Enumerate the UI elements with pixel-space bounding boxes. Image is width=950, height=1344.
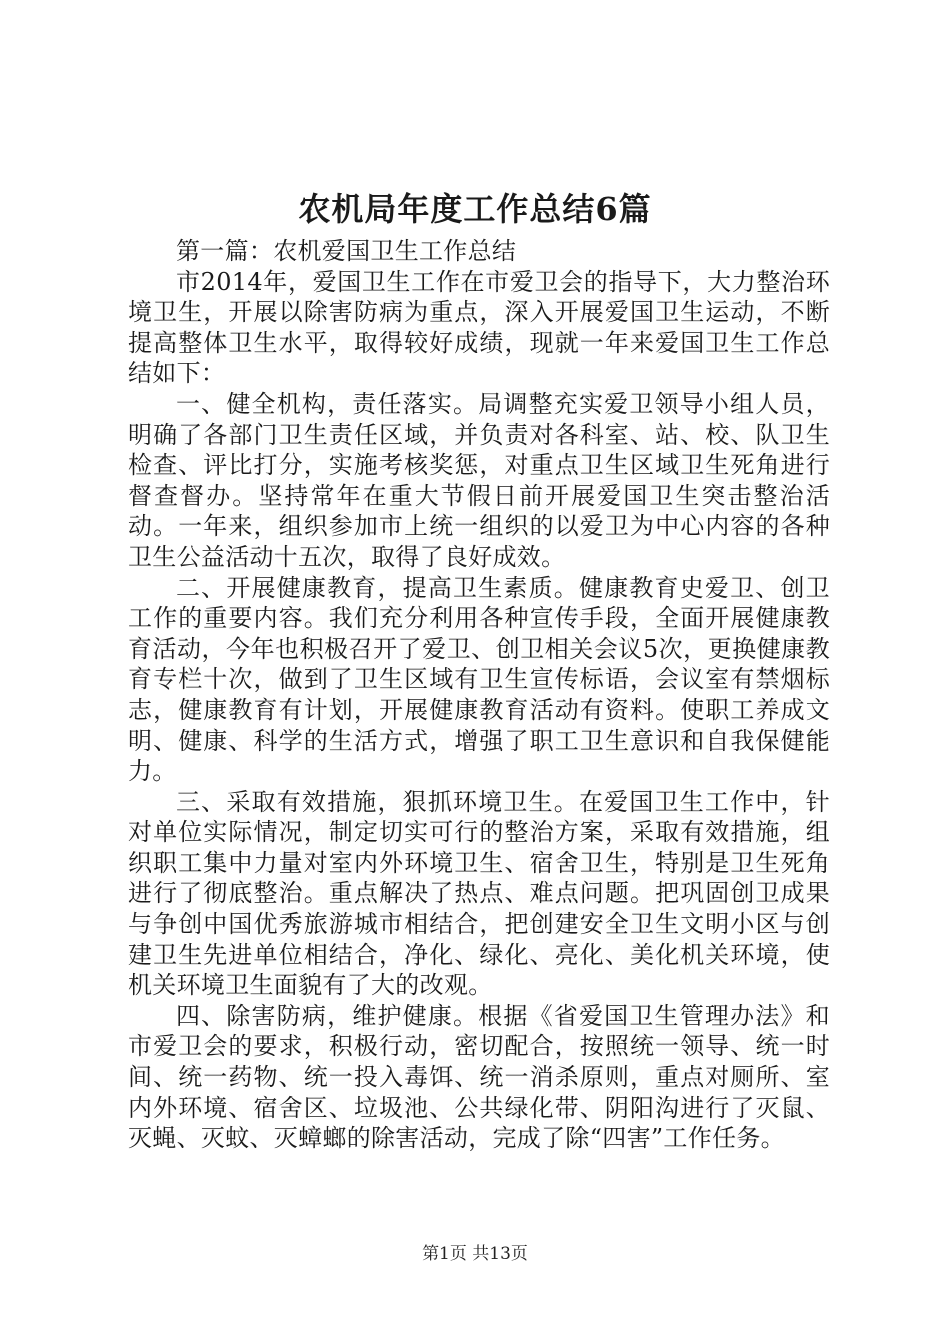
paragraph-pest-control: 四、除害防病，维护健康。根据《省爱国卫生管理办法》和市爱卫会的要求，积极行动，密切配合，按照统一领导、统一时间、统一药物、统一投入毒饵、统一消杀原则，重点对厕所、室内外环境、宿舍区、垃圾池、公共绿化带、阴阳沟进行了灭鼠、灭蝇、灭蚊、灭蟑螂的除害活动，完成了除“四害”工作任务。 xyxy=(128,1001,830,1153)
intro-paragraph: 市2014年，爱国卫生工作在市爱卫会的指导下，大力整治环境卫生，开展以除害防病为重点，深入开展爱国卫生运动，不断提高整体卫生水平，取得较好成绩，现就一年来爱国卫生工作总结如下： xyxy=(128,267,830,388)
paragraph-environment: 三、采取有效措施，狠抓环境卫生。在爱国卫生工作中，针对单位实际情况，制定切实可行的整治方案，采取有效措施，组织职工集中力量对室内外环境卫生、宿舍卫生，特别是卫生死角进行了彻底整治。重点解决了热点、难点问题。把巩固创卫成果与争创中国优秀旅游城市相结合，把创建安全卫生文明小区与创建卫生先进单位相结合，净化、绿化、亮化、美化机关环境，使机关环境卫生面貌有了大的改观。 xyxy=(128,787,830,1000)
paragraph-organization: 一、健全机构，责任落实。局调整充实爱卫领导小组人员，明确了各部门卫生责任区域，并负责对各科室、站、校、队卫生检查、评比打分，实施考核奖惩，对重点卫生区域卫生死角进行督查督办。坚持常年在重大节假日前开展爱国卫生突击整治活动。一年来，组织参加市上统一组织的以爱卫为中心内容的各种卫生公益活动十五次，取得了良好成效。 xyxy=(128,389,830,571)
document-body xyxy=(128,236,830,1154)
section-heading: 第一篇：农机爱国卫生工作总结 xyxy=(176,237,517,265)
document-title: 农机局年度工作总结6篇 xyxy=(298,190,652,228)
page-number: 第1页 共13页 xyxy=(422,1244,528,1264)
paragraph-health-education: 二、开展健康教育，提高卫生素质。健康教育史爱卫、创卫工作的重要内容。我们充分利用各种宣传手段，全面开展健康教育活动，今年也积极召开了爱卫、创卫相关会议5次，更换健康教育专栏十次，做到了卫生区域有卫生宣传标语，会议室有禁烟标志，健康教育有计划，开展健康教育活动有资料。使职工养成文明、健康、科学的生活方式，增强了职工卫生意识和自我保健能力。 xyxy=(128,573,830,786)
